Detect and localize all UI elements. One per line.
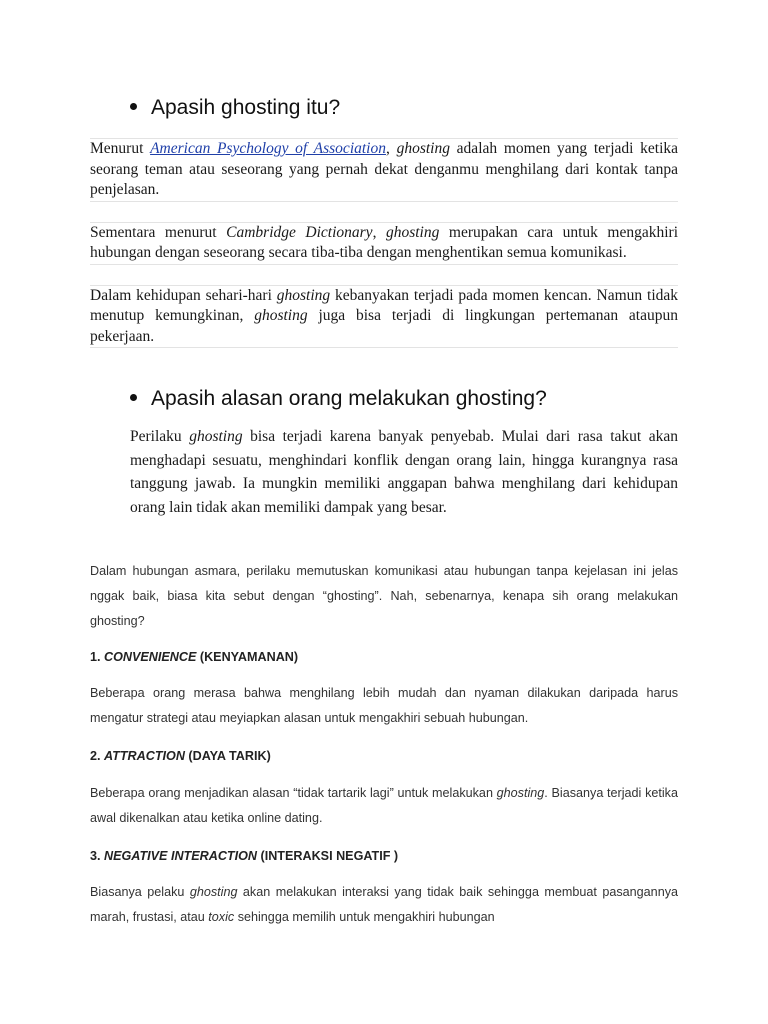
reason-body	[90, 880, 678, 930]
number: 2.	[90, 749, 105, 763]
term: ghosting	[385, 223, 440, 241]
bullet-icon	[130, 394, 137, 401]
term: ghosting	[254, 307, 308, 324]
source-name: Cambridge Dictionary	[226, 223, 373, 241]
text: Biasanya pelaku	[90, 885, 190, 899]
text: ,	[386, 140, 397, 157]
definition-block	[90, 138, 678, 348]
term: ghosting	[189, 885, 238, 899]
number: 3.	[90, 849, 105, 863]
text: bisa terjadi karena banyak penyebab. Mulai dari rasa takut akan menghadapi sesuatu, menghindari konflik dengan orang lain, hingga kurangnya rasa tanggung jawab. Ia mungkin memiliki anggapan bahwa menghilang dari kehidupan orang lain tidak akan memiliki dampak yang besar.	[130, 428, 679, 516]
paragraph	[90, 138, 678, 202]
term: CONVENIENCE	[104, 650, 197, 664]
paragraph	[90, 781, 678, 831]
text: merupakan cara untuk mengakhiri hubungan dengan seseorang secara tiba-tiba dengan menghentikan semua komunikasi.	[90, 223, 679, 261]
term: ATTRACTION	[104, 749, 185, 763]
text: Menurut	[90, 140, 151, 157]
text: ,	[372, 223, 386, 241]
text: Sementara menurut	[90, 223, 227, 241]
text: kebanyakan terjadi pada momen kencan. Namun tidak menutup kemungkinan,	[90, 286, 678, 324]
reason-body	[90, 781, 678, 831]
paragraph	[90, 222, 678, 265]
paragraph: Beberapa orang merasa bahwa menghilang lebih mudah dan nyaman dilakukan daripada harus mengatur strategi atau meyiapkan alasan untuk mengakhiri sebuah hubungan.	[90, 686, 678, 725]
translation: (KENYAMANAN)	[196, 650, 299, 664]
text: juga bisa terjadi di lingkungan pertemanan ataupun pekerjaan.	[90, 307, 678, 345]
reason-heading	[90, 648, 298, 666]
reason-body	[90, 681, 678, 731]
paragraph: Dalam hubungan asmara, perilaku memutuskan komunikasi atau hubungan tanpa kejelasan ini jelas nggak baik, biasa kita sebut dengan “ghosting”. Nah, sebenarnya, kenapa sih orang melakukan ghosting?	[90, 564, 678, 628]
text: Beberapa orang menjadikan alasan “tidak tartarik lagi” untuk melakukan	[90, 786, 497, 800]
translation: (DAYA TARIK)	[184, 749, 271, 763]
text: Dalam kehidupan sehari-hari	[90, 286, 277, 304]
heading-text: Apasih ghosting itu?	[151, 96, 341, 119]
term: ghosting	[189, 428, 243, 445]
term: toxic	[208, 910, 235, 924]
text: . Biasanya terjadi ketika awal dikenalkan atau ketika online dating.	[90, 786, 678, 825]
section-heading	[130, 95, 340, 121]
bullet-icon	[130, 103, 137, 110]
translation: (INTERAKSI NEGATIF )	[257, 849, 399, 863]
text: sehingga memilih untuk mengakhiri hubungan	[234, 910, 495, 924]
paragraph	[90, 880, 678, 930]
reason-heading	[90, 747, 271, 765]
reason-heading	[90, 847, 398, 865]
term: ghosting	[496, 786, 545, 800]
reason-summary	[130, 425, 678, 519]
term: NEGATIVE INTERACTION	[104, 849, 258, 863]
source-link[interactable]: American Psychology of Association	[150, 140, 386, 157]
text: adalah momen yang terjadi ketika seorang teman atau seseorang yang pernah dekat denganmu menghilang dari kontak tanpa penjelasan.	[90, 140, 679, 198]
paragraph	[130, 425, 678, 519]
text: akan melakukan interaksi yang tidak baik sehingga membuat pasangannya marah, frustasi, atau	[90, 885, 678, 924]
article-intro	[90, 559, 678, 634]
number: 1.	[90, 650, 105, 664]
paragraph	[90, 285, 678, 349]
section-heading	[130, 386, 547, 412]
heading-text: Apasih alasan orang melakukan ghosting?	[151, 387, 547, 410]
term: ghosting	[396, 140, 450, 157]
text: Perilaku	[130, 428, 190, 445]
term: ghosting	[276, 286, 331, 304]
